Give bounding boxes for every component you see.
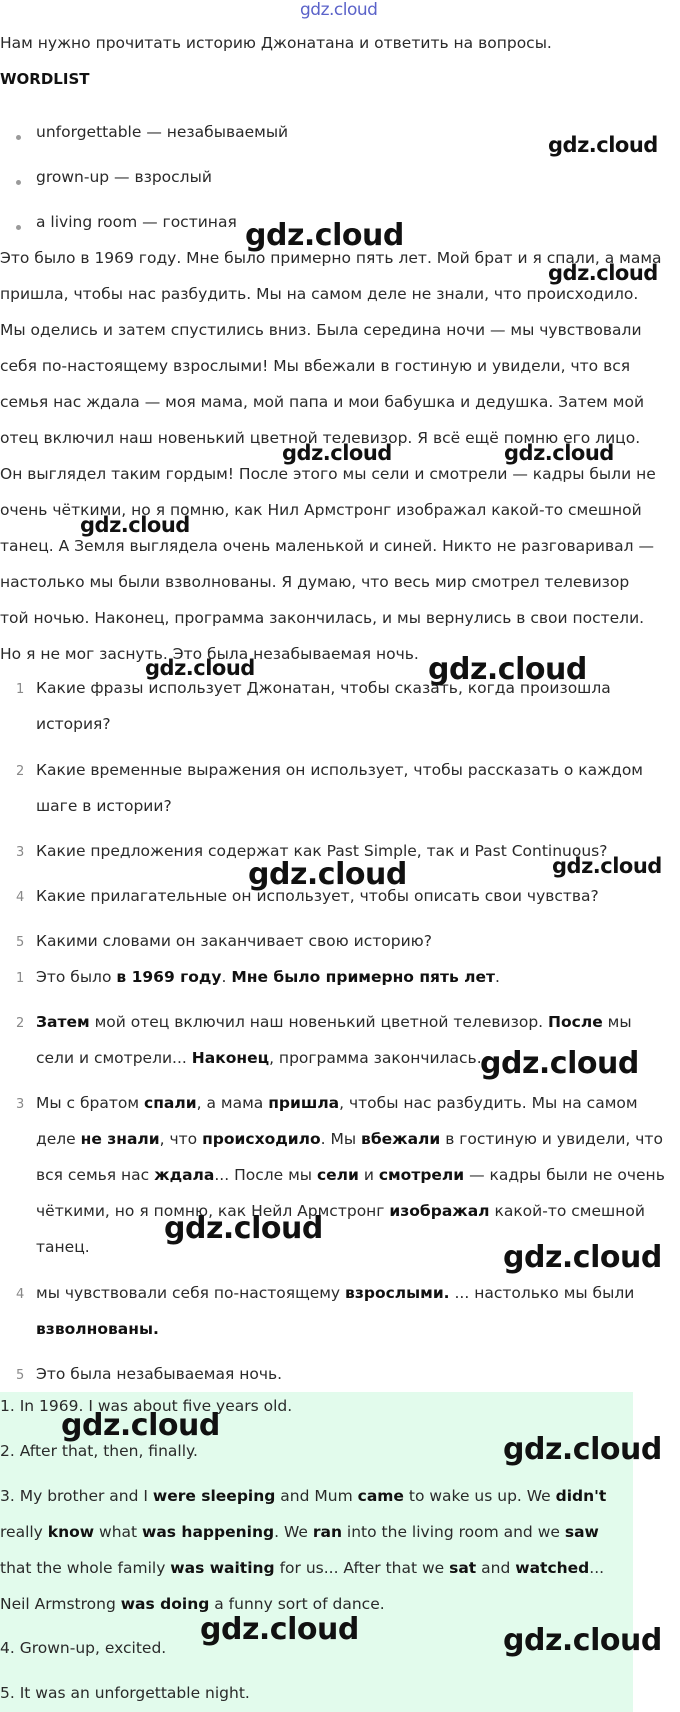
bullet — [16, 180, 21, 185]
question-text: история? — [36, 715, 111, 733]
answer-line: Затем мой отец включил наш новенький цветной телевизор. После мы — [36, 1013, 632, 1031]
watermark: gdz.cloud — [80, 513, 190, 537]
watermark: gdz.cloud — [548, 133, 658, 157]
question-text: Какие прилагательные он использует, чтобы описать свои чувства? — [36, 887, 599, 905]
watermark: gdz.cloud — [245, 218, 404, 253]
answer-line: чёткими, но я помню, как Нейл Армстронг изображал какой-то смешной — [36, 1202, 645, 1220]
list-number: 2 — [16, 764, 25, 779]
watermark: gdz.cloud — [248, 857, 407, 892]
list-number: 4 — [16, 890, 25, 905]
story-line: семья нас ждала — моя мама, мой папа и мои бабушка и дедушка. Затем мой — [0, 393, 645, 411]
answer-line: 3. My brother and I were sleeping and Mum came to wake us up. We didn't — [0, 1487, 607, 1505]
watermark: gdz.cloud — [200, 1612, 359, 1647]
bullet — [16, 135, 21, 140]
story-line: Мы оделись и затем спустились вниз. Была середина ночи — мы чувствовали — [0, 321, 642, 339]
list-number: 3 — [16, 1097, 25, 1112]
watermark: gdz.cloud — [503, 1432, 662, 1467]
wordlist-item: grown-up — взрослый — [36, 168, 212, 186]
story-line: отец включил наш новенький цветной телевизор. Я всё ещё помню его лицо. — [0, 429, 641, 447]
watermark: gdz.cloud — [503, 1623, 662, 1658]
watermark: gdz.cloud — [548, 261, 658, 285]
list-number: 4 — [16, 1287, 25, 1302]
list-number: 1 — [16, 682, 25, 697]
watermark: gdz.cloud — [61, 1408, 220, 1443]
question-text: Какие временные выражения он использует, чтобы рассказать о каждом — [36, 761, 644, 779]
story-line: пришла, чтобы нас разбудить. Мы на самом деле не знали, что происходило. — [0, 285, 639, 303]
intro-text: Нам нужно прочитать историю Джонатана и ответить на вопросы. — [0, 34, 552, 52]
question-text: Какие предложения содержат как Past Simple, так и Past Continuous? — [36, 842, 608, 860]
answer-line: Это было в 1969 году. Мне было примерно пять лет. — [36, 968, 500, 986]
story-line: Это было в 1969 году. Мне было примерно пять лет. Мой брат и я спали, а мама — [0, 249, 662, 267]
list-number: 5 — [16, 935, 25, 950]
question-text: Какие фразы использует Джонатан, чтобы сказать, когда произошла — [36, 679, 611, 697]
watermark: gdz.cloud — [503, 1240, 662, 1275]
answer-line: 1. In 1969. I was about five years old. — [0, 1397, 293, 1415]
list-number: 1 — [16, 971, 25, 986]
watermark: gdz.cloud — [282, 441, 392, 465]
answer-line: 4. Grown-up, excited. — [0, 1639, 167, 1657]
answer-line: мы чувствовали себя по-настоящему взрослыми. ... настолько мы были — [36, 1284, 635, 1302]
watermark: gdz.cloud — [504, 441, 614, 465]
watermark: gdz.cloud — [428, 652, 587, 687]
story-line: Он выглядел таким гордым! После этого мы сели и смотрели — кадры были не — [0, 465, 656, 483]
answer-line: танец. — [36, 1238, 90, 1256]
watermark: gdz.cloud — [480, 1046, 639, 1081]
answer-line: that the whole family was waiting for us... After that we sat and watched... — [0, 1559, 605, 1577]
list-number: 3 — [16, 845, 25, 860]
watermark: gdz.cloud — [145, 656, 255, 680]
wordlist-item: a living room — гостиная — [36, 213, 237, 231]
story-line: танец. А Земля выглядела очень маленькой и синей. Никто не разговаривал — — [0, 537, 654, 555]
watermark: gdz.cloud — [164, 1211, 323, 1246]
answer-line: сели и смотрели... Наконец, программа закончилась. — [36, 1049, 482, 1067]
answer-line: взволнованы. — [36, 1320, 159, 1338]
bullet — [16, 225, 21, 230]
wordlist-item: unforgettable — незабываемый — [36, 123, 289, 141]
story-line: очень чёткими, но я помню, как Нил Армстронг изображал какой-то смешной — [0, 501, 642, 519]
story-line: Но я не мог заснуть. Это была незабываемая ночь. — [0, 645, 419, 663]
story-line: той ночью. Наконец, программа закончилась, и мы вернулись в свои постели. — [0, 609, 645, 627]
answer-line: Мы с братом спали, а мама пришла, чтобы нас разбудить. Мы на самом — [36, 1094, 638, 1112]
answer-line: Это была незабываемая ночь. — [36, 1365, 283, 1383]
wordlist-heading: WORDLIST — [0, 70, 90, 88]
story-line: настолько мы были взволнованы. Я думаю, что весь мир смотрел телевизор — [0, 573, 630, 591]
answer-line: вся семья нас ждала... После мы сели и смотрели — кадры были не очень — [36, 1166, 665, 1184]
answer-line: 2. After that, then, finally. — [0, 1442, 198, 1460]
list-number: 5 — [16, 1368, 25, 1383]
question-text: шаге в истории? — [36, 797, 172, 815]
answer-line: 5. It was an unforgettable night. — [0, 1684, 250, 1702]
answer-line: Neil Armstrong was doing a funny sort of dance. — [0, 1595, 385, 1613]
list-number: 2 — [16, 1016, 25, 1031]
watermark: gdz.cloud — [552, 854, 662, 878]
answer-line: really know what was happening. We ran into the living room and we saw — [0, 1523, 599, 1541]
watermark: gdz.cloud — [300, 0, 378, 20]
story-line: себя по-настоящему взрослыми! Мы вбежали в гостиную и увидели, что вся — [0, 357, 631, 375]
question-text: Какими словами он заканчивает свою историю? — [36, 932, 432, 950]
answer-line: деле не знали, что происходило. Мы вбежали в гостиную и увидели, что — [36, 1130, 663, 1148]
